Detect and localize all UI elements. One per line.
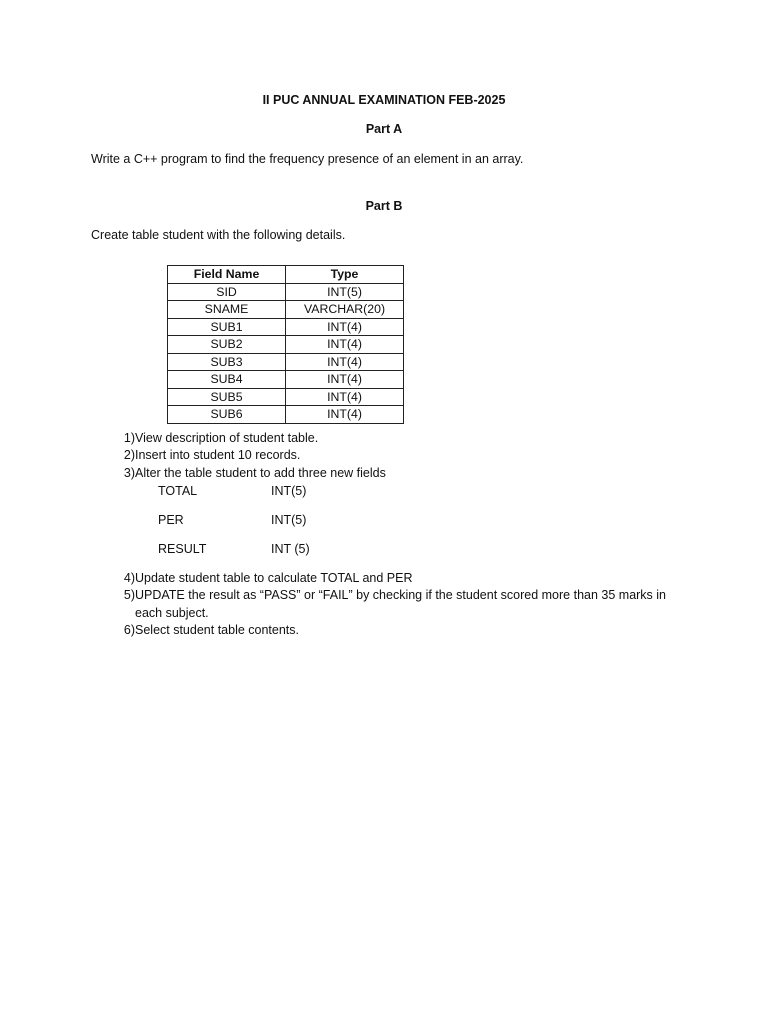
new-field-type: INT (5) bbox=[271, 542, 310, 556]
part-b-intro: Create table student with the following details. bbox=[91, 228, 346, 242]
field-name-cell: SUB4 bbox=[168, 371, 286, 389]
new-field-name: RESULT bbox=[158, 542, 207, 556]
field-type-cell: INT(4) bbox=[286, 388, 404, 406]
step-text: UPDATE the result as “PASS” or “FAIL” by checking if the student scored more than 35 marks in bbox=[135, 588, 667, 602]
steps-list-continued bbox=[113, 0, 713, 1024]
field-type-cell: INT(4) bbox=[286, 371, 404, 389]
step-number: 3) bbox=[123, 466, 135, 480]
step-number: 5) bbox=[123, 588, 135, 602]
step-text: Update student table to calculate TOTAL and PER bbox=[135, 571, 413, 585]
step-text: Insert into student 10 records. bbox=[135, 448, 301, 462]
part-a-label: Part A bbox=[365, 122, 403, 136]
step-text: Alter the table student to add three new fields bbox=[135, 466, 386, 480]
field-type-cell: INT(4) bbox=[286, 406, 404, 424]
step-text: Select student table contents. bbox=[135, 623, 299, 637]
part-a-question: Write a C++ program to find the frequency presence of an element in an array. bbox=[91, 152, 524, 166]
header-type: Type bbox=[286, 266, 404, 284]
new-field-type: INT(5) bbox=[271, 513, 307, 527]
field-name-cell: SNAME bbox=[168, 301, 286, 319]
field-name-cell: SUB3 bbox=[168, 353, 286, 371]
field-type-cell: INT(5) bbox=[286, 283, 404, 301]
field-type-cell: INT(4) bbox=[286, 353, 404, 371]
field-name-cell: SID bbox=[168, 283, 286, 301]
new-field-name: PER bbox=[158, 513, 184, 527]
exam-heading: II PUC ANNUAL EXAMINATION FEB-2025 bbox=[262, 93, 506, 107]
part-b-label: Part B bbox=[365, 199, 403, 213]
step-number: 2) bbox=[123, 448, 135, 462]
field-name-cell: SUB6 bbox=[168, 406, 286, 424]
field-name-cell: SUB5 bbox=[168, 388, 286, 406]
step-number: 4) bbox=[123, 571, 135, 585]
field-type-cell: INT(4) bbox=[286, 318, 404, 336]
header-field-name: Field Name bbox=[168, 266, 286, 284]
field-type-cell: VARCHAR(20) bbox=[286, 301, 404, 319]
new-field-name: TOTAL bbox=[158, 484, 198, 498]
field-name-cell: SUB2 bbox=[168, 336, 286, 354]
step-number: 1) bbox=[123, 431, 135, 445]
field-type-cell: INT(4) bbox=[286, 336, 404, 354]
step-text: View description of student table. bbox=[135, 431, 319, 445]
step-number: 6) bbox=[123, 623, 135, 637]
new-field-type: INT(5) bbox=[271, 484, 307, 498]
step-text-continuation: each subject. bbox=[135, 606, 209, 620]
field-name-cell: SUB1 bbox=[168, 318, 286, 336]
